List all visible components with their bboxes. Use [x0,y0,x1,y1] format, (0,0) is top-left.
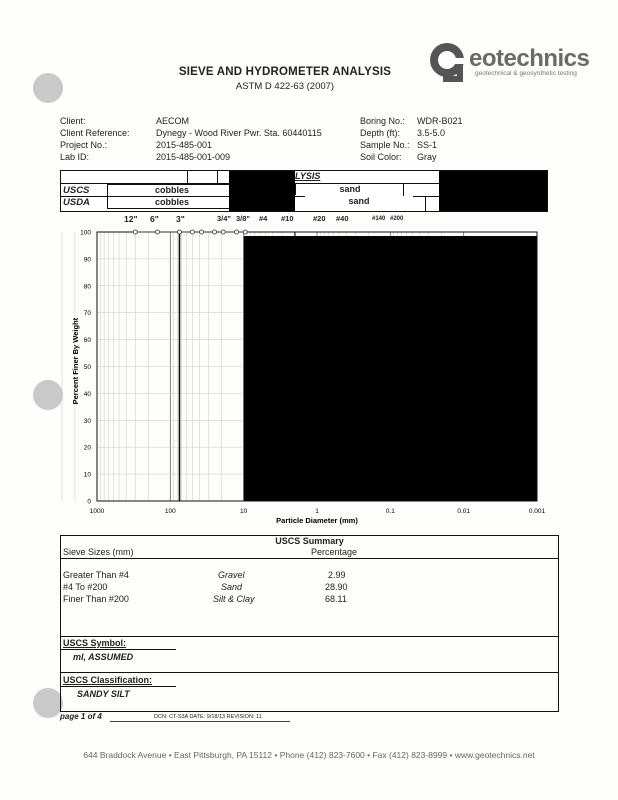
data-point [243,230,247,234]
summary-col2-header: Percentage [311,547,358,557]
summary-row [61,594,558,606]
y-tick-label: 60 [83,337,91,345]
uscs-cobbles-cell: cobbles [107,184,237,197]
x-tick-label: 0.001 [528,508,546,515]
report-standard: ASTM D 422-63 (2007) [235,81,335,92]
sieve-label: #10 [281,214,294,223]
sieve-label: #20 [313,214,326,223]
summary-range: #4 To #200 [63,582,108,592]
sieve-label: 3/8" [236,214,250,223]
summary-fraction: Sand [221,582,243,592]
summary-percent: 68.11 [325,594,347,604]
y-tick-label: 100 [80,229,91,237]
sieve-label: #4 [259,214,268,223]
y-tick-label: 70 [83,310,91,318]
y-tick-label: 80 [83,283,91,291]
lab-id-label: Lab ID: [60,152,90,162]
project-no-label: Project No.: [60,140,108,150]
y-tick-label: 50 [83,364,91,371]
punch-hole-bottom [33,688,63,718]
summary-fraction: Silt & Clay [213,594,255,604]
data-point [155,230,159,234]
client-label: Client: [60,116,86,126]
data-point [133,230,137,234]
x-tick-label: 0.1 [385,508,395,515]
uscs-symbol-value: ml, ASSUMED [73,652,134,662]
data-point [200,230,204,234]
summary-percent: 2.99 [328,570,346,580]
logo-text: eotechnics [469,45,590,72]
page-footer: 644 Braddock Avenue • East Pittsburgh, PA 15112 • Phone (412) 823-7600 • Fax (412) 823-8999 • www.geotechnics.net [83,750,535,760]
data-point [221,230,225,234]
summary-row [61,570,558,582]
client-info-labels [60,115,130,163]
y-tick-label: 10 [83,471,91,479]
document-code: DCN: CT-S3A DATE: 9/18/13 REVISION: 11 [154,714,262,720]
x-tick-label: 1 [315,508,319,515]
summary-rows [61,570,558,606]
summary-title: USCS Summary [275,536,344,546]
summary-col1-header: Sieve Sizes (mm) [63,547,134,557]
data-point [212,230,216,234]
client-reference-value: Dynegy - Wood River Pwr. Sta. 60440115 [156,128,322,138]
project-no-value: 2015-485-001 [156,140,213,150]
sieve-label: 12" [124,214,138,224]
redaction-block-right [439,171,547,211]
chart-redaction-block [244,236,537,501]
summary-fraction: Gravel [218,570,245,580]
boring-no-value: WDR-B021 [417,116,463,126]
chart-x-label: Particle Diameter (mm) [276,516,358,525]
data-point [177,230,181,234]
x-tick-label: 0.01 [457,508,470,515]
sieve-label: 6" [150,214,159,224]
x-tick-label: 100 [164,508,176,515]
client-info-values [156,115,322,163]
y-tick-label: 20 [83,444,91,452]
uscs-classification-label: USCS Classification: [63,675,153,685]
uscs-classification-value: SANDY SILT [77,689,130,699]
sieve-label: 3/4" [217,214,231,223]
logo-tagline: geotechnical & geosynthetic testing [475,70,577,77]
depth-label: Depth (ft): [360,128,401,138]
data-point [235,230,239,234]
lab-id-value: 2015-485-001-009 [156,152,231,162]
client-reference-label: Client Reference: [60,128,130,138]
boring-no-label: Boring No.: [360,116,406,126]
boring-info-labels [360,115,410,163]
sample-no-label: Sample No.: [360,140,410,150]
sieve-label: 3" [176,214,185,224]
y-tick-label: 30 [83,417,91,425]
analysis-header-partial: LYSIS [295,171,321,181]
uscs-row-label: USCS [63,185,90,196]
depth-value: 3.5-5.0 [417,128,446,138]
chart-y-label: Percent Finer By Weight [71,317,80,405]
sieve-label: #40 [336,214,349,223]
page-number: page 1 of 4 [60,712,102,721]
punch-hole-top [33,73,63,103]
soil-color-label: Soil Color: [360,152,402,162]
uscs-symbol-label: USCS Symbol: [63,638,127,648]
y-tick-label: 40 [83,390,91,398]
uscs-summary-box [60,535,559,712]
uscs-sand-cell: sand [295,184,404,195]
redaction-block-left [229,171,295,211]
classification-band [60,170,548,212]
summary-percent: 28.90 [325,582,348,592]
summary-row [61,582,558,594]
geotechnics-logo-icon [425,38,473,86]
client-value: AECOM [156,116,190,126]
usda-cobbles-cell: cobbles [107,196,237,209]
y-tick-label: 90 [83,256,91,264]
grain-size-chart [60,224,560,529]
report-title: SIEVE AND HYDROMETER ANALYSIS [178,66,392,78]
summary-range: Finer Than #200 [63,594,129,604]
boring-info-values [417,115,463,163]
summary-range: Greater Than #4 [63,570,129,580]
soil-color-value: Gray [417,152,437,162]
data-point [190,230,194,234]
usda-row-label: USDA [63,197,90,208]
chart-series [133,230,247,234]
y-tick-label: 0 [87,498,91,506]
usda-sand-cell: sand [305,196,413,207]
punch-hole-middle [33,380,63,410]
x-tick-label: 1000 [89,508,105,515]
sample-no-value: SS-1 [417,140,438,150]
sieve-label: #140 [372,216,386,222]
sieve-label: #200 [390,216,404,222]
x-tick-label: 10 [240,508,248,515]
